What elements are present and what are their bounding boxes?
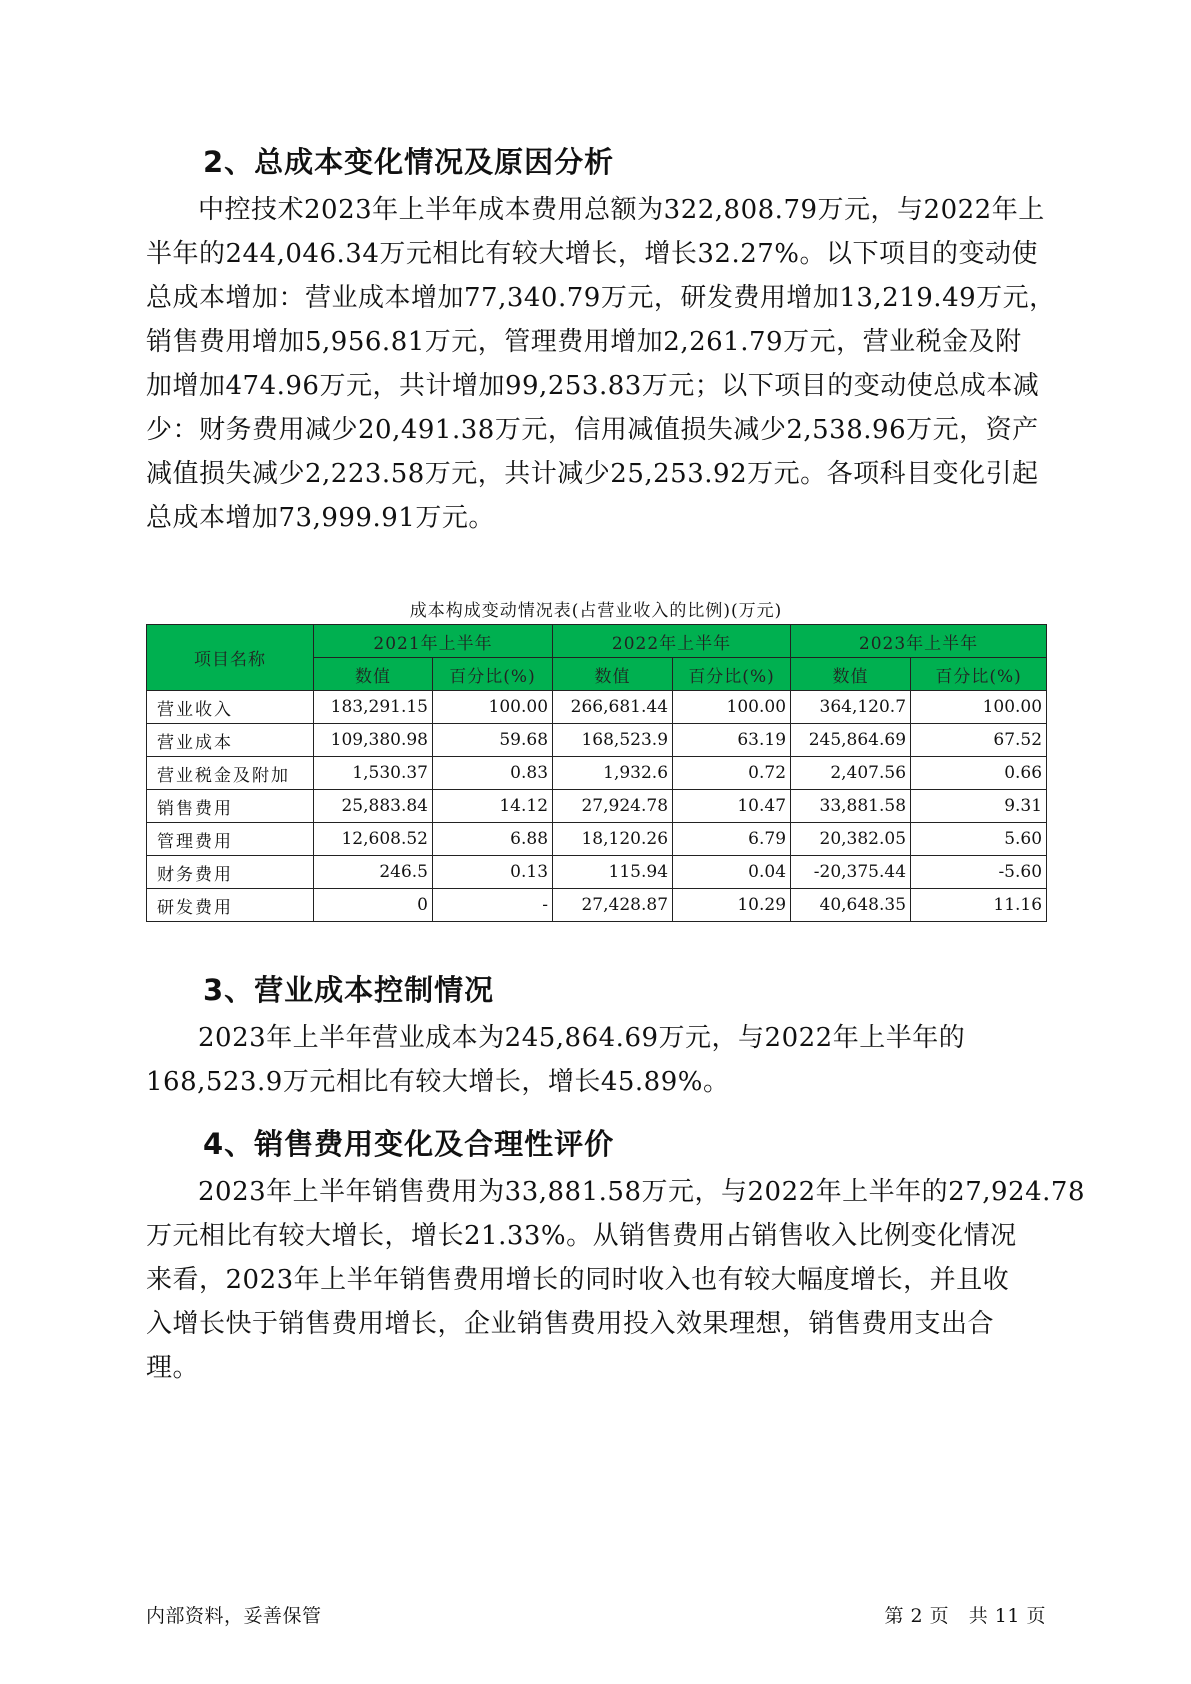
paragraph-line: 减值损失减少2,223.58万元，共计减少25,253.92万元。各项科目变化引起 xyxy=(146,459,1039,489)
cell-percent: 6.88 xyxy=(433,823,553,856)
cost-structure-table xyxy=(146,624,1047,922)
paragraph-line: 2023年上半年营业成本为245,864.69万元，与2022年上半年的 xyxy=(198,1023,966,1053)
section-3-paragraph xyxy=(146,1016,1046,1104)
paragraph-line: 半年的244,046.34万元相比有较大增长，增长32.27%。以下项目的变动使 xyxy=(146,239,1039,269)
cell-percent: 14.12 xyxy=(433,790,553,823)
section-2-paragraph xyxy=(146,188,1056,540)
cell-percent: 11.16 xyxy=(911,889,1047,922)
cell-percent: 10.29 xyxy=(673,889,791,922)
paragraph-line: 加增加474.96万元，共计增加99,253.83万元；以下项目的变动使总成本减 xyxy=(146,371,1040,401)
table-row xyxy=(147,790,1047,823)
cell-percent: - xyxy=(433,889,553,922)
cell-value: 266,681.44 xyxy=(553,691,673,724)
table-row xyxy=(147,691,1047,724)
cell-percent: 100.00 xyxy=(673,691,791,724)
cell-percent: 6.79 xyxy=(673,823,791,856)
row-name: 研发费用 xyxy=(147,889,314,922)
cell-value: 27,428.87 xyxy=(553,889,673,922)
footer-page-number: 第 2 页 共 11 页 xyxy=(884,1605,1046,1627)
paragraph-line: 总成本增加：营业成本增加77,340.79万元，研发费用增加13,219.49万元， xyxy=(146,283,1056,313)
section-4-paragraph xyxy=(146,1170,1085,1390)
footer-confidential-note: 内部资料，妥善保管 xyxy=(146,1605,322,1627)
header-value: 数值 xyxy=(553,658,673,691)
row-name: 销售费用 xyxy=(147,790,314,823)
cell-value: 183,291.15 xyxy=(314,691,433,724)
cell-value: 2,407.56 xyxy=(791,757,911,790)
cell-percent: 0.04 xyxy=(673,856,791,889)
cell-value: 109,380.98 xyxy=(314,724,433,757)
cell-percent: 63.19 xyxy=(673,724,791,757)
table-row xyxy=(147,724,1047,757)
paragraph-line: 总成本增加73,999.91万元。 xyxy=(146,503,495,533)
cell-value: 40,648.35 xyxy=(791,889,911,922)
paragraph-line: 少：财务费用减少20,491.38万元，信用减值损失减少2,538.96万元，资产 xyxy=(146,415,1039,445)
cell-value: 18,120.26 xyxy=(553,823,673,856)
section-3-heading: 3、营业成本控制情况 xyxy=(203,973,495,1007)
paragraph-line: 万元相比有较大增长，增长21.33%。从销售费用占销售收入比例变化情况 xyxy=(146,1221,1017,1251)
row-name: 营业成本 xyxy=(147,724,314,757)
section-2-heading: 2、总成本变化情况及原因分析 xyxy=(203,145,615,179)
cell-value: 1,530.37 xyxy=(314,757,433,790)
cell-percent: 0.83 xyxy=(433,757,553,790)
header-year-2023: 2023年上半年 xyxy=(791,625,1047,658)
header-year-2022: 2022年上半年 xyxy=(553,625,791,658)
section-4-heading: 4、销售费用变化及合理性评价 xyxy=(203,1127,615,1161)
cell-value: 1,932.6 xyxy=(553,757,673,790)
cell-value: 25,883.84 xyxy=(314,790,433,823)
paragraph-line: 理。 xyxy=(146,1353,200,1383)
table-row xyxy=(147,757,1047,790)
row-name: 营业税金及附加 xyxy=(147,757,314,790)
cell-value: -20,375.44 xyxy=(791,856,911,889)
paragraph-line: 168,523.9万元相比有较大增长，增长45.89%。 xyxy=(146,1067,730,1097)
cell-value: 0 xyxy=(314,889,433,922)
header-item-name: 项目名称 xyxy=(147,625,314,691)
paragraph-line: 中控技术2023年上半年成本费用总额为322,808.79万元，与2022年上 xyxy=(198,195,1045,225)
row-name: 财务费用 xyxy=(147,856,314,889)
cell-percent: 59.68 xyxy=(433,724,553,757)
cell-percent: 9.31 xyxy=(911,790,1047,823)
header-percent: 百分比(%) xyxy=(911,658,1047,691)
header-percent: 百分比(%) xyxy=(433,658,553,691)
row-name: 管理费用 xyxy=(147,823,314,856)
row-name: 营业收入 xyxy=(147,691,314,724)
paragraph-line: 2023年上半年销售费用为33,881.58万元，与2022年上半年的27,924.78 xyxy=(198,1177,1085,1207)
cell-percent: 5.60 xyxy=(911,823,1047,856)
table-row xyxy=(147,856,1047,889)
table-row xyxy=(147,823,1047,856)
cell-percent: 0.13 xyxy=(433,856,553,889)
cell-value: 364,120.7 xyxy=(791,691,911,724)
cell-value: 12,608.52 xyxy=(314,823,433,856)
paragraph-line: 来看，2023年上半年销售费用增长的同时收入也有较大幅度增长，并且收 xyxy=(146,1265,1010,1295)
cell-percent: -5.60 xyxy=(911,856,1047,889)
cell-value: 168,523.9 xyxy=(553,724,673,757)
cell-percent: 10.47 xyxy=(673,790,791,823)
paragraph-line: 销售费用增加5,956.81万元，管理费用增加2,261.79万元，营业税金及附 xyxy=(146,327,1022,357)
cell-value: 27,924.78 xyxy=(553,790,673,823)
cell-value: 20,382.05 xyxy=(791,823,911,856)
table-caption: 成本构成变动情况表(占营业收入的比例)(万元) xyxy=(409,601,783,621)
header-percent: 百分比(%) xyxy=(673,658,791,691)
table-row xyxy=(147,889,1047,922)
cell-percent: 67.52 xyxy=(911,724,1047,757)
header-value: 数值 xyxy=(791,658,911,691)
cell-value: 246.5 xyxy=(314,856,433,889)
cell-value: 115.94 xyxy=(553,856,673,889)
cell-percent: 0.72 xyxy=(673,757,791,790)
cell-value: 245,864.69 xyxy=(791,724,911,757)
cell-percent: 100.00 xyxy=(433,691,553,724)
header-value: 数值 xyxy=(314,658,433,691)
cell-value: 33,881.58 xyxy=(791,790,911,823)
cell-percent: 0.66 xyxy=(911,757,1047,790)
cell-percent: 100.00 xyxy=(911,691,1047,724)
paragraph-line: 入增长快于销售费用增长，企业销售费用投入效果理想，销售费用支出合 xyxy=(146,1309,995,1339)
header-year-2021: 2021年上半年 xyxy=(314,625,553,658)
